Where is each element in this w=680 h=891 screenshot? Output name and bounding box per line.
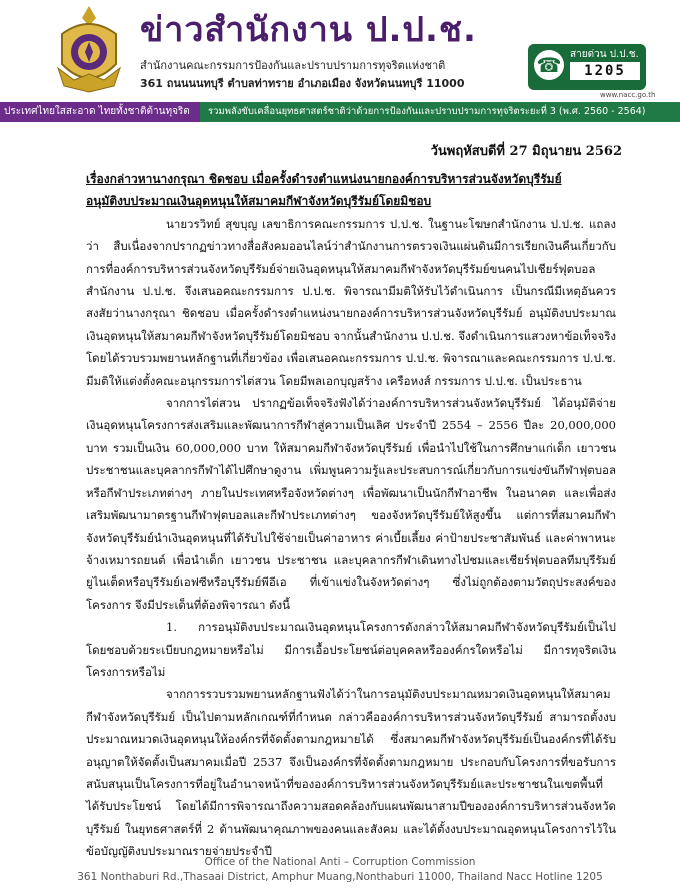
banner-slogan-right: รวมพลังขับเคลื่อนยุทธศาสตร์ชาติว่าด้วยการป้องกันและปราบปรามการทุจริตระยะที่ 3 (พ.ศ. 2560 - 2564) [200,102,680,122]
hotline-number: 1205 [570,62,640,80]
page-footer [0,855,680,885]
paragraph-1: นายวรวิทย์ สุขบุญ เลขาธิการคณะกรรมการ ป.ป.ช. ในฐานะโฆษกสำนักงาน ป.ป.ช. แถลงว่า สืบเนื่องจากปรากฏข่าวทางสื่อสังคมออนไลน์ว่าสำนักงานการตรวจเงินแผ่นดินมีการเรียกเงินคืนเกี่ยวกับการที่องค์การบริหารส่วนจังหวัดบุรีรัมย์จ่ายเงินอุดหนุนให้สมาคมกีฬาจังหวัดบุรีรัมย์ขนคนไปเชียร์ฟุตบอล สำนักงาน ป.ป.ช. จึงเสนอคณะกรรมการ ป.ป.ช. พิจารณามีมติให้รับไว้ดำเนินการ เป็นกรณีมีเหตุอันควรสงสัยว่านางกรุณา ชิดชอบ เมื่อครั้งดำรงตำแหน่งนายกองค์การบริหารส่วนจังหวัดบุรีรัมย์ อนุมัติงบประมาณเงินอุดหนุนให้สมาคมกีฬาจังหวัดบุรีรัมย์โดยมิชอบ จากนั้นสำนักงาน ป.ป.ช. จึงดำเนินการแสวงหาข้อเท็จจริง โดยได้รวบรวมพยานหลักฐานที่เกี่ยวข้อง เพื่อเสนอคณะกรรมการ ป.ป.ช. พิจารณาและคณะกรรมการ ป.ป.ช. มีมติให้แต่งตั้งคณะอนุกรรมการไต่สวน โดยมีพลเอกบุญสร้าง เครือหงส์ กรรมการ ป.ป.ช. เป็นประธาน [86,216,616,388]
hotline-badge [528,44,646,90]
document-date: วันพฤหัสบดีที่ 27 มิถุนายน 2562 [430,144,622,159]
website-text: www.nacc.go.th [600,91,656,99]
slogan-banner [0,102,680,122]
agency-address: 361 ถนนนนทบุรี ตำบลท่าทราย อำเภอเมือง จังหวัดนนทบุรี 11000 [140,77,465,90]
paragraph-2: จากการไต่สวน ปรากฏข้อเท็จจริงฟังได้ว่าองค์การบริหารส่วนจังหวัดบุรีรัมย์ ได้อนุมัติจ่ายเงินอุดหนุนโครงการส่งเสริมและพัฒนาการกีฬาสู่ความเป็นเลิศ ประจำปี 2554 – 2556 ปีละ 20,000,000 บาท รวมเป็นเงิน 60,000,000 บาท ให้สมาคมกีฬาจังหวัดบุรีรัมย์ เพื่อนำไปใช้ในการศึกษาแก่เด็ก เยาวชน ประชาชนและบุคลากรกีฬาได้ไปศึกษาดูงาน เพิ่มพูนความรู้และประสบการณ์เกี่ยวกับการแข่งขันกีฬาฟุตบอลหรือกีฬาประเภทต่างๆ ภายในประเทศหรือจังหวัดต่างๆ เพื่อพัฒนาเป็นนักกีฬาอาชีพ ในอนาคต และเพื่อส่งเสริมพัฒนามาตรฐานกีฬาฟุตบอลและกีฬาประเภทต่างๆ ของจังหวัดบุรีรัมย์ให้สูงขึ้น แต่การที่สมาคมกีฬาจังหวัดบุรีรัมย์นำเงินอุดหนุนที่ได้รับไปใช้จ่ายเป็นค่าอาหาร ค่าเบี้ยเลี้ยง ค่าป้ายประชาสัมพันธ์ และค่าพาหนะจ้างเหมารถยนต์ เพื่อนำเด็ก เยาวชน ประชาชน และบุคลากรกีฬาเดินทางไปชมและเชียร์ฟุตบอลทีมบุรีรัมย์ยูไนเต็ดหรือบุรีรัมย์เอฟซีหรือบุรีรัมย์พีอีเอ ที่เข้าแข่งในจังหวัดต่างๆ ซึ่งไม่ถูกต้องตามวัตถุประสงค์ของโครงการ จึงมีประเด็นที่ต้องพิจารณา ดังนี้ [86,396,616,612]
phone-icon: ☎ [534,50,564,80]
banner-slogan-left: ประเทศไทยใสสะอาด ไทยทั้งชาติต้านทุจริต [0,102,200,122]
page-title: ข่าวสำนักงาน ป.ป.ช. [140,10,477,50]
letterhead [0,0,680,100]
hotline-label: สายด่วน ป.ป.ช. [570,49,639,60]
footer-office: Office of the National Anti – Corruption Commission [204,856,476,868]
paragraph-3: 1. การอนุมัติงบประมาณเงินอุดหนุนโครงการดังกล่าวให้สมาคมกีฬาจังหวัดบุรีรัมย์เป็นไปโดยชอบด้วยระเบียบกฎหมายหรือไม่ มีการเอื้อประโยชน์ต่อบุคคลหรือองค์กรใดหรือไม่ มีการทุจริตเงินโครงการหรือไม่ [86,620,616,679]
agency-name: สำนักงานคณะกรรมการป้องกันและปราบปรามการทุจริตแห่งชาติ [140,59,446,72]
headline-line-2: อนุมัติงบประมาณเงินอุดหนุนให้สมาคมกีฬาจังหวัดบุรีรัมย์โดยมิชอบ [86,194,432,209]
headline-line-1: เรื่องกล่าวหานางกรุณา ชิดชอบ เมื่อครั้งดำรงตำแหน่งนายกองค์การบริหารส่วนจังหวัดบุรีรัมย์ [86,172,562,186]
paragraph-4: จากการรวบรวมพยานหลักฐานฟังได้ว่าในการอนุมัติงบประมาณหมวดเงินอุดหนุนให้สมาคมกีฬาจังหวัดบุรีรัมย์ เป็นไปตามหลักเกณฑ์ที่กำหนด กล่าวคือองค์การบริหารส่วนจังหวัดบุรีรัมย์ สามารถตั้งงบประมาณหมวดเงินอุดหนุนให้องค์กรที่จัดตั้งตามกฎหมายได้ ซึ่งสมาคมกีฬาจังหวัดบุรีรัมย์เป็นองค์กรที่ได้รับอนุญาตให้จัดตั้งเป็นสมาคมเมื่อปี 2537 จึงเป็นองค์กรที่จัดตั้งตามกฎหมาย ประกอบกับโครงการที่ขอรับการสนับสนุนเป็นโครงการที่อยู่ในอำนาจหน้าที่ขององค์การบริหารส่วนจังหวัดบุรีรัมย์และประชาชนในเขตพื้นที่ได้รับประโยชน์ โดยได้มีการพิจารณาถึงความสอดคล้องกับแผนพัฒนาสามปีขององค์การบริหารส่วนจังหวัดบุรีรัมย์ ในยุทธศาสตร์ที่ 2 ด้านพัฒนาคุณภาพของคนและสังคม และได้ตั้งงบประมาณอุดหนุนโครงการไว้ในข้อบัญญัติงบประมาณรายจ่ายประจำปี [86,687,616,859]
nacc-seal-icon [54,4,124,94]
document-body [86,168,616,863]
footer-address: 361 Nonthaburi Rd.,Thasaai District, Amphur Muang,Nonthaburi 11000, Thailand Nacc Hotline 1205 [77,871,603,883]
